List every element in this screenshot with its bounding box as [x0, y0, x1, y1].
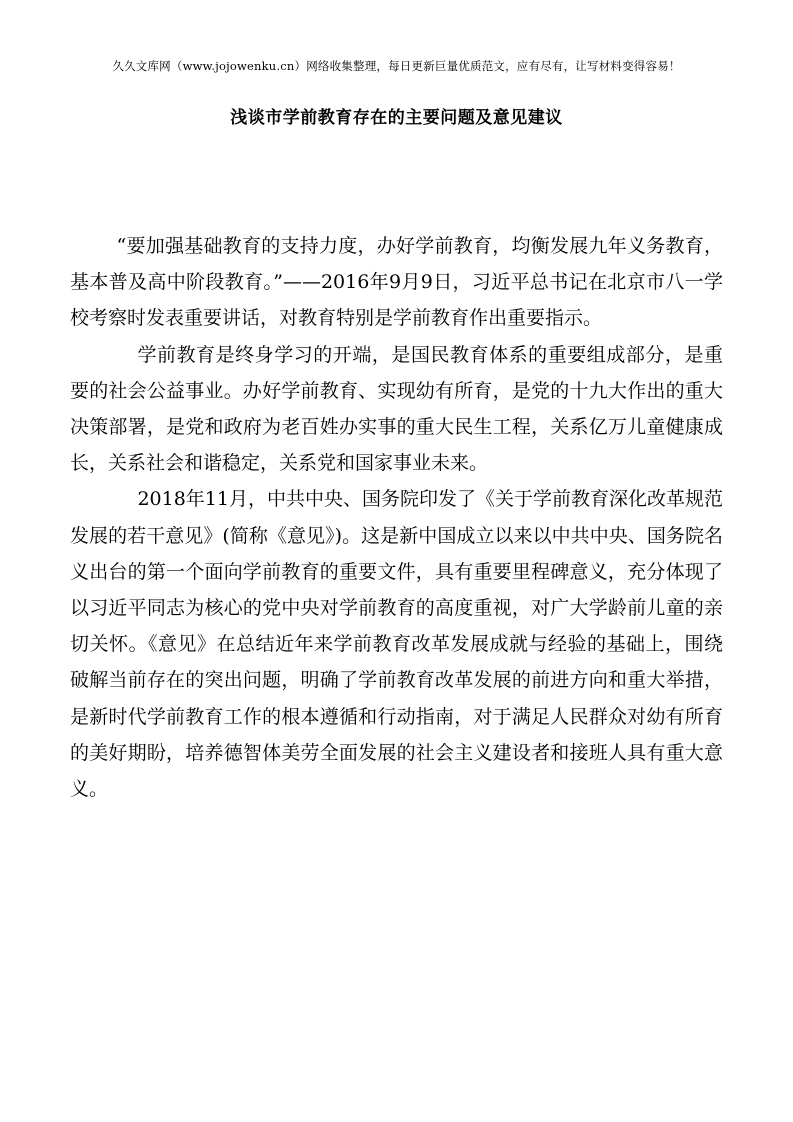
- document-body: [70, 228, 723, 807]
- paragraph-policy: 2018年11月，中共中央、国务院印发了《关于学前教育深化改革规范发展的若干意见》(简称《意见》)。这是新中国成立以来以中共中央、国务院名义出台的第一个面向学前教育的重要文件，具有重要里程碑意义，充分体现了以习近平同志为核心的党中央对学前教育的高度重视，对广大学龄前儿童的亲切关怀。《意见》在总结近年来学前教育改革发展成就与经验的基础上，围绕破解当前存在的突出问题，明确了学前教育改革发展的前进方向和重大举措，是新时代学前教育工作的根本遵循和行动指南，对于满足人民群众对幼有所育的美好期盼，培养德智体美劳全面发展的社会主义建设者和接班人具有重大意义。: [70, 488, 723, 801]
- paragraph-quote: “要加强基础教育的支持力度，办好学前教育，均衡发展九年义务教育，基本普及高中阶段教育。”——2016年9月9日，习近平总书记在北京市八一学校考察时发表重要讲话，对教育特别是学前教育作出重要指示。: [70, 235, 723, 330]
- document-title: 浅谈市学前教育存在的主要问题及意见建议: [230, 108, 563, 128]
- paragraph-significance: 学前教育是终身学习的开端，是国民教育体系的重要组成部分，是重要的社会公益事业。办好学前教育、实现幼有所育，是党的十九大作出的重大决策部署，是党和政府为老百姓办实事的重大民生工程，关系亿万儿童健康成长，关系社会和谐稳定，关系党和国家事业未来。: [70, 343, 723, 475]
- header-note: 久久文库网（www.jojowenku.cn）网络收集整理，每日更新巨量优质范文，应有尽有，让写材料变得容易！: [112, 59, 681, 73]
